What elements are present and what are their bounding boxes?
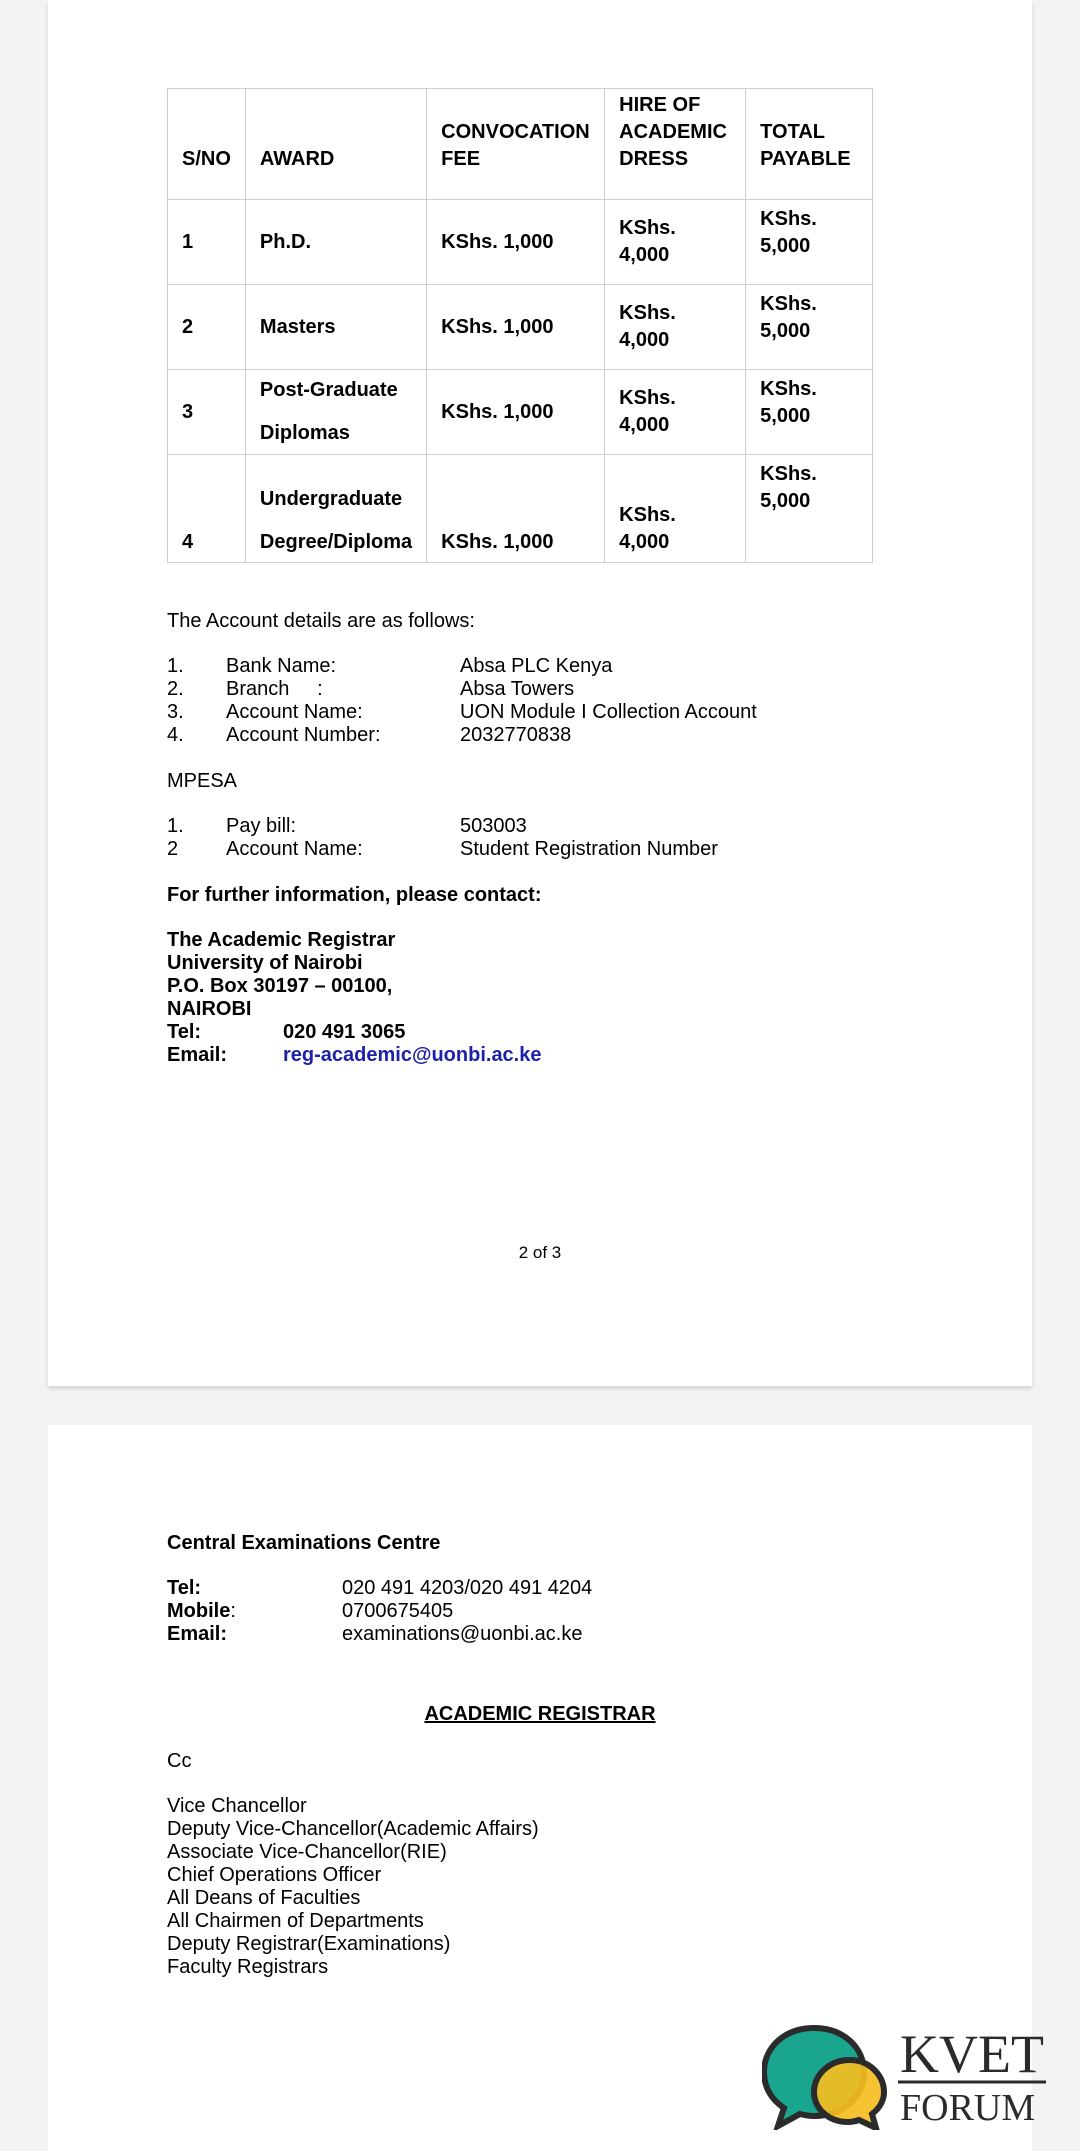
item-value: 2032770838 — [460, 724, 572, 746]
cell-convocation-fee: KShs. 1,000 — [427, 455, 605, 563]
award-line-1: Undergraduate — [259, 488, 403, 510]
table-row — [168, 285, 873, 370]
item-label: Account Name: — [226, 701, 363, 723]
mpesa-title: MPESA — [167, 770, 238, 792]
cell-total: KShs. 5,000 — [746, 285, 873, 370]
contact-block — [167, 929, 667, 1069]
list-item: All Chairmen of Departments — [167, 1910, 424, 1932]
email-value: examinations@uonbi.ac.ke — [342, 1623, 583, 1645]
list-item: All Deans of Faculties — [167, 1887, 361, 1909]
item-label: Account Name: — [226, 838, 363, 860]
cell-award — [245, 455, 426, 563]
item-value: Absa PLC Kenya — [460, 655, 613, 677]
header-convocation-fee: CONVOCATION FEE — [427, 89, 605, 200]
contact-line: P.O. Box 30197 – 00100, — [167, 975, 393, 997]
contact-line: NAIROBI — [167, 998, 252, 1020]
item-label: Account Number: — [226, 724, 381, 746]
header-award: AWARD — [245, 89, 426, 200]
exams-contact-block — [167, 1577, 767, 1647]
award-line-2: Degree/Diploma — [259, 531, 413, 553]
cell-award — [245, 370, 426, 455]
header-academic-dress: HIRE OF ACADEMIC DRESS — [605, 89, 746, 200]
item-value: Absa Towers — [460, 678, 575, 700]
contact-line: The Academic Registrar — [167, 929, 396, 951]
item-number: 4. — [167, 724, 184, 746]
tel-value: 020 491 3065 — [283, 1021, 406, 1043]
document-page-2 — [48, 0, 1032, 1386]
contact-heading: For further information, please contact: — [167, 884, 542, 906]
list-item: Chief Operations Officer — [167, 1864, 382, 1886]
cc-list — [167, 1795, 767, 1985]
item-label: Branch : — [226, 678, 323, 700]
mobile-value: 0700675405 — [342, 1600, 454, 1622]
cell-award: Ph.D. — [245, 200, 426, 285]
signoff-wrap — [48, 1703, 1032, 1726]
contact-line: University of Nairobi — [167, 952, 363, 974]
list-item: Deputy Vice-Chancellor(Academic Affairs) — [167, 1818, 539, 1840]
table-header-row — [168, 89, 873, 200]
cell-convocation-fee: KShs. 1,000 — [427, 370, 605, 455]
cell-convocation-fee: KShs. 1,000 — [427, 285, 605, 370]
item-number: 1. — [167, 815, 184, 837]
cell-dress-fee: KShs. 4,000 — [605, 200, 746, 285]
item-number: 2 — [167, 838, 179, 860]
email-label: Email: — [167, 1623, 228, 1645]
header-total-payable: TOTAL PAYABLE — [746, 89, 873, 200]
logo-line-1: KVET — [900, 2024, 1044, 2084]
cell-total: KShs. 5,000 — [746, 455, 873, 563]
cell-convocation-fee: KShs. 1,000 — [427, 200, 605, 285]
list-item: Vice Chancellor — [167, 1795, 307, 1817]
signoff: ACADEMIC REGISTRAR — [424, 1703, 656, 1725]
mpesa-list — [167, 815, 867, 863]
cell-sno: 4 — [168, 455, 246, 563]
item-number: 1. — [167, 655, 184, 677]
list-item: Deputy Registrar(Examinations) — [167, 1933, 451, 1955]
chat-bubbles-icon — [762, 2020, 1062, 2130]
item-value: UON Module I Collection Account — [460, 701, 757, 723]
header-sno: S/NO — [168, 89, 246, 200]
cell-total: KShs. 5,000 — [746, 370, 873, 455]
email-link[interactable]: reg-academic@uonbi.ac.ke — [283, 1044, 542, 1066]
account-details-list — [167, 655, 867, 750]
cell-dress-fee: KShs. 4,000 — [605, 285, 746, 370]
item-label: Pay bill: — [226, 815, 297, 837]
exams-title: Central Examinations Centre — [167, 1532, 441, 1554]
cell-dress-fee: KShs. 4,000 — [605, 455, 746, 563]
item-value: 503003 — [460, 815, 527, 837]
tel-label: Tel: — [167, 1577, 202, 1599]
logo-line-2: FORUM — [900, 2087, 1036, 2129]
cell-award: Masters — [245, 285, 426, 370]
cell-dress-fee: KShs. 4,000 — [605, 370, 746, 455]
list-item: Associate Vice-Chancellor(RIE) — [167, 1841, 447, 1863]
email-label: Email: — [167, 1044, 228, 1066]
fee-table — [167, 88, 873, 563]
cell-total: KShs. 5,000 — [746, 200, 873, 285]
kvet-forum-logo — [762, 2020, 1062, 2130]
cell-sno: 2 — [168, 285, 246, 370]
award-line-2: Diplomas — [259, 422, 350, 444]
tel-value: 020 491 4203/020 491 4204 — [342, 1577, 593, 1599]
cc-label: Cc — [167, 1750, 192, 1772]
cell-sno: 3 — [168, 370, 246, 455]
item-label: Bank Name: — [226, 655, 337, 677]
cell-sno: 1 — [168, 200, 246, 285]
account-intro: The Account details are as follows: — [167, 610, 475, 632]
table-row — [168, 200, 873, 285]
item-number: 3. — [167, 701, 184, 723]
page-number: 2 of 3 — [518, 1243, 562, 1262]
item-value: Student Registration Number — [460, 838, 718, 860]
award-line-1: Post-Graduate — [259, 379, 398, 401]
table-row — [168, 455, 873, 563]
list-item: Faculty Registrars — [167, 1956, 329, 1978]
tel-label: Tel: — [167, 1021, 202, 1043]
table-row — [168, 370, 873, 455]
mobile-label: Mobile: — [167, 1600, 236, 1622]
item-number: 2. — [167, 678, 184, 700]
